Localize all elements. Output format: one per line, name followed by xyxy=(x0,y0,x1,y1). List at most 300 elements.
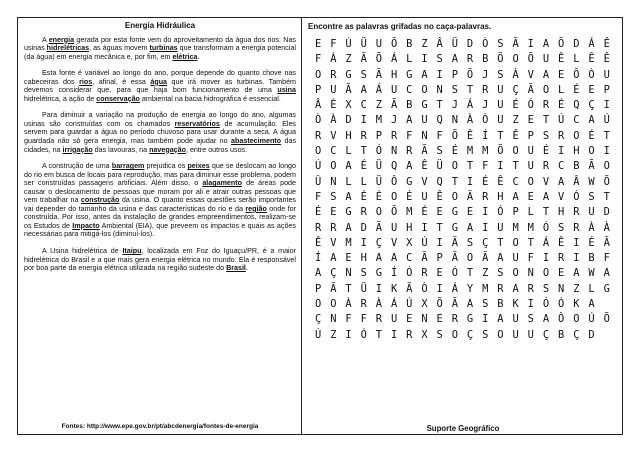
grid-letter[interactable]: I xyxy=(360,236,367,249)
grid-letter[interactable]: C xyxy=(406,83,413,96)
grid-letter[interactable]: N xyxy=(558,282,565,295)
grid-letter[interactable]: Q xyxy=(436,114,443,127)
grid-letter[interactable]: Ê xyxy=(421,160,428,173)
grid-letter[interactable]: I xyxy=(421,53,428,66)
grid-letter[interactable]: U xyxy=(527,328,534,341)
grid-letter[interactable]: S xyxy=(588,190,595,203)
grid-letter[interactable]: A xyxy=(466,221,474,234)
grid-letter[interactable]: Â xyxy=(315,99,322,112)
grid-letter[interactable]: R xyxy=(315,221,322,234)
grid-letter[interactable]: K xyxy=(390,282,398,295)
grid-letter[interactable]: N xyxy=(330,175,337,188)
grid-letter[interactable]: R xyxy=(390,129,398,142)
grid-letter[interactable]: Ú xyxy=(558,114,565,127)
grid-letter[interactable]: É xyxy=(315,206,322,219)
grid-letter[interactable]: A xyxy=(497,313,504,326)
grid-letter[interactable]: R xyxy=(360,298,367,311)
grid-letter[interactable]: F xyxy=(360,313,367,326)
grid-letter[interactable]: Õ xyxy=(436,298,443,311)
grid-letter[interactable]: I xyxy=(603,145,610,158)
grid-letter[interactable]: F xyxy=(330,38,337,50)
grid-letter[interactable]: A xyxy=(375,252,383,265)
grid-letter[interactable]: A xyxy=(421,68,428,81)
grid-letter[interactable]: G xyxy=(406,68,413,81)
grid-letter[interactable]: S xyxy=(542,282,550,295)
grid-letter[interactable]: É xyxy=(542,145,550,158)
grid-letter[interactable]: O xyxy=(588,145,595,158)
grid-letter[interactable]: Ê xyxy=(588,53,595,66)
grid-letter[interactable]: K xyxy=(512,298,519,311)
grid-letter[interactable]: Á xyxy=(390,298,398,311)
grid-letter[interactable]: A xyxy=(558,175,565,188)
grid-letter[interactable]: Ã xyxy=(406,282,413,295)
grid-letter[interactable]: F xyxy=(315,53,322,66)
grid-letter[interactable]: G xyxy=(451,206,458,219)
grid-letter[interactable]: E xyxy=(466,206,474,219)
grid-letter[interactable]: R xyxy=(558,252,565,265)
grid-letter[interactable]: L xyxy=(558,83,565,96)
grid-letter[interactable]: M xyxy=(482,145,489,158)
grid-letter[interactable]: À xyxy=(512,68,519,81)
grid-letter[interactable]: O xyxy=(451,160,458,173)
grid-letter[interactable]: B xyxy=(588,252,595,265)
grid-letter[interactable]: T xyxy=(466,83,474,96)
grid-letter[interactable]: L xyxy=(588,282,595,295)
grid-letter[interactable]: Ü xyxy=(451,38,458,50)
grid-letter[interactable]: N xyxy=(421,313,428,326)
grid-letter[interactable]: Q xyxy=(436,175,443,188)
grid-letter[interactable]: Ú xyxy=(588,313,595,326)
grid-letter[interactable]: Ã xyxy=(588,160,595,173)
grid-letter[interactable]: X xyxy=(421,298,428,311)
grid-letter[interactable]: Õ xyxy=(466,68,474,81)
grid-letter[interactable]: A xyxy=(360,83,367,96)
grid-letter[interactable]: E xyxy=(345,252,352,265)
grid-letter[interactable]: S xyxy=(482,298,489,311)
grid-letter[interactable]: Y xyxy=(466,282,474,295)
grid-letter[interactable]: G xyxy=(421,99,428,112)
grid-letter[interactable]: S xyxy=(360,68,367,81)
grid-letter[interactable]: M xyxy=(512,221,519,234)
grid-letter[interactable]: J xyxy=(451,99,458,112)
grid-letter[interactable]: I xyxy=(345,328,352,341)
grid-letter[interactable]: E xyxy=(588,83,595,96)
grid-letter[interactable]: G xyxy=(603,282,610,295)
grid-letter[interactable]: A xyxy=(542,38,550,50)
grid-letter[interactable]: A xyxy=(573,267,580,280)
grid-letter[interactable]: Ã xyxy=(512,38,519,50)
grid-letter[interactable]: U xyxy=(497,99,504,112)
grid-letter[interactable]: Í xyxy=(390,267,398,280)
grid-letter[interactable]: À xyxy=(375,298,383,311)
grid-letter[interactable]: O xyxy=(542,83,550,96)
grid-letter[interactable]: T xyxy=(497,129,504,142)
grid-letter[interactable]: S xyxy=(497,38,504,50)
grid-letter[interactable]: H xyxy=(345,129,352,142)
grid-letter[interactable]: Õ xyxy=(390,206,398,219)
grid-letter[interactable]: T xyxy=(603,129,610,142)
grid-letter[interactable]: P xyxy=(315,282,322,295)
grid-letter[interactable]: T xyxy=(436,99,443,112)
grid-letter[interactable]: O xyxy=(451,328,458,341)
grid-letter[interactable]: F xyxy=(527,252,534,265)
grid-letter[interactable]: P xyxy=(512,206,519,219)
grid-letter[interactable]: N xyxy=(390,145,398,158)
grid-letter[interactable]: F xyxy=(603,252,610,265)
grid-letter[interactable]: E xyxy=(436,206,443,219)
grid-letter[interactable]: Ò xyxy=(588,68,595,81)
grid-letter[interactable]: I xyxy=(497,160,504,173)
grid-letter[interactable]: À xyxy=(330,114,337,127)
grid-letter[interactable]: D xyxy=(588,328,595,341)
grid-letter[interactable]: O xyxy=(512,267,519,280)
grid-letter[interactable]: A xyxy=(588,114,595,127)
grid-letter[interactable]: Ó xyxy=(542,298,550,311)
grid-letter[interactable]: M xyxy=(527,221,534,234)
grid-letter[interactable]: C xyxy=(330,145,337,158)
grid-letter[interactable]: É xyxy=(451,145,458,158)
grid-letter[interactable]: R xyxy=(466,53,474,66)
grid-letter[interactable]: S xyxy=(436,328,443,341)
grid-letter[interactable]: O xyxy=(315,298,322,311)
grid-letter[interactable]: A xyxy=(330,252,337,265)
grid-letter[interactable]: X xyxy=(345,99,352,112)
grid-letter[interactable]: S xyxy=(497,68,504,81)
grid-letter[interactable]: S xyxy=(436,145,443,158)
grid-letter[interactable]: Ò xyxy=(315,114,322,127)
grid-letter[interactable]: A xyxy=(345,160,352,173)
grid-letter[interactable]: M xyxy=(406,206,413,219)
grid-letter[interactable]: T xyxy=(436,221,443,234)
grid-letter[interactable]: R xyxy=(330,68,337,81)
grid-letter[interactable]: Ú xyxy=(406,298,413,311)
grid-letter[interactable]: L xyxy=(573,53,580,66)
grid-letter[interactable]: Ú xyxy=(315,160,322,173)
grid-letter[interactable]: H xyxy=(390,68,398,81)
grid-letter[interactable]: Á xyxy=(451,282,458,295)
grid-letter[interactable]: F xyxy=(436,129,443,142)
grid-letter[interactable]: P xyxy=(451,68,458,81)
grid-letter[interactable]: I xyxy=(527,38,534,50)
grid-letter[interactable]: U xyxy=(497,114,504,127)
grid-letter[interactable]: U xyxy=(512,313,519,326)
grid-letter[interactable]: Á xyxy=(466,99,474,112)
grid-letter[interactable]: Ç xyxy=(482,236,489,249)
grid-letter[interactable]: H xyxy=(558,206,565,219)
grid-letter[interactable]: I xyxy=(390,328,398,341)
grid-letter[interactable]: È xyxy=(330,99,337,112)
grid-letter[interactable]: A xyxy=(512,282,519,295)
grid-letter[interactable]: I xyxy=(482,221,489,234)
grid-letter[interactable]: R xyxy=(360,129,367,142)
grid-letter[interactable]: Ã xyxy=(421,252,428,265)
grid-letter[interactable]: V xyxy=(421,175,428,188)
grid-letter[interactable]: C xyxy=(360,99,367,112)
grid-letter[interactable]: Z xyxy=(375,99,383,112)
grid-letter[interactable]: Z xyxy=(345,53,352,66)
grid-letter[interactable]: Ç xyxy=(466,328,474,341)
grid-letter[interactable]: Ô xyxy=(558,313,565,326)
grid-letter[interactable]: Ç xyxy=(315,313,322,326)
grid-letter[interactable]: T xyxy=(466,267,474,280)
grid-letter[interactable]: O xyxy=(603,160,610,173)
grid-letter[interactable]: T xyxy=(375,328,383,341)
grid-letter[interactable]: S xyxy=(558,221,565,234)
grid-letter[interactable]: E xyxy=(558,68,565,81)
grid-letter[interactable]: O xyxy=(497,328,504,341)
grid-letter[interactable]: É xyxy=(588,236,595,249)
grid-letter[interactable]: J xyxy=(482,99,489,112)
grid-letter[interactable]: C xyxy=(512,175,519,188)
grid-letter[interactable]: Ò xyxy=(421,282,428,295)
grid-letter[interactable]: R xyxy=(527,282,534,295)
grid-letter[interactable]: I xyxy=(466,175,474,188)
grid-letter[interactable]: O xyxy=(512,236,519,249)
grid-letter[interactable]: U xyxy=(542,53,550,66)
grid-letter[interactable]: Ü xyxy=(436,160,443,173)
grid-letter[interactable]: É xyxy=(573,83,580,96)
grid-letter[interactable]: É xyxy=(421,206,428,219)
grid-letter[interactable]: R xyxy=(330,221,337,234)
grid-letter[interactable]: S xyxy=(330,190,337,203)
grid-letter[interactable]: Õ xyxy=(375,53,383,66)
grid-letter[interactable]: Ã xyxy=(451,236,458,249)
grid-letter[interactable]: É xyxy=(375,190,383,203)
grid-letter[interactable]: L xyxy=(527,206,534,219)
grid-letter[interactable]: U xyxy=(512,328,519,341)
grid-letter[interactable]: U xyxy=(588,206,595,219)
grid-letter[interactable]: D xyxy=(573,38,580,50)
grid-letter[interactable]: O xyxy=(573,129,580,142)
grid-letter[interactable]: Ê xyxy=(497,175,504,188)
grid-letter[interactable]: Ã xyxy=(330,282,337,295)
grid-letter[interactable]: E xyxy=(558,267,565,280)
grid-letter[interactable]: Á xyxy=(390,53,398,66)
grid-letter[interactable]: Ç xyxy=(375,236,383,249)
grid-letter[interactable]: Í xyxy=(315,252,322,265)
grid-letter[interactable]: Ã xyxy=(390,99,398,112)
grid-letter[interactable]: F xyxy=(406,129,413,142)
grid-letter[interactable]: Ã xyxy=(603,236,610,249)
grid-letter[interactable]: G xyxy=(466,313,474,326)
grid-letter[interactable]: Ó xyxy=(406,267,413,280)
grid-letter[interactable]: B xyxy=(497,298,504,311)
grid-letter[interactable]: I xyxy=(603,99,610,112)
grid-letter[interactable]: Ò xyxy=(482,114,489,127)
grid-letter[interactable]: Ã xyxy=(451,298,458,311)
grid-letter[interactable]: N xyxy=(451,114,458,127)
grid-letter[interactable]: A xyxy=(542,68,550,81)
grid-letter[interactable]: Ô xyxy=(390,175,398,188)
grid-letter[interactable]: Ü xyxy=(360,38,367,50)
grid-letter[interactable]: E xyxy=(315,38,322,50)
grid-letter[interactable]: L xyxy=(406,53,413,66)
grid-letter[interactable]: R xyxy=(406,145,413,158)
grid-letter[interactable]: T xyxy=(542,114,550,127)
grid-letter[interactable]: Ã xyxy=(421,145,428,158)
grid-letter[interactable]: Ú xyxy=(345,38,352,50)
grid-letter[interactable]: S xyxy=(466,236,474,249)
grid-letter[interactable]: M xyxy=(466,145,474,158)
grid-letter[interactable]: J xyxy=(482,68,489,81)
grid-letter[interactable]: R xyxy=(421,267,428,280)
grid-letter[interactable]: Ú xyxy=(315,328,322,341)
grid-letter[interactable]: R xyxy=(360,206,367,219)
grid-letter[interactable]: A xyxy=(451,53,458,66)
grid-letter[interactable]: B xyxy=(558,328,565,341)
grid-letter[interactable]: V xyxy=(527,68,534,81)
grid-letter[interactable]: Á xyxy=(375,83,383,96)
grid-letter[interactable]: I xyxy=(436,68,443,81)
grid-letter[interactable]: P xyxy=(375,129,383,142)
grid-letter[interactable]: I xyxy=(542,252,550,265)
grid-letter[interactable]: B xyxy=(482,53,489,66)
grid-letter[interactable]: Z xyxy=(512,114,519,127)
grid-letter[interactable]: B xyxy=(406,99,413,112)
grid-letter[interactable]: Ã xyxy=(451,252,458,265)
grid-letter[interactable]: Ã xyxy=(375,221,383,234)
grid-letter[interactable]: Ü xyxy=(375,175,383,188)
grid-letter[interactable]: B xyxy=(406,38,413,50)
grid-letter[interactable]: C xyxy=(558,160,565,173)
grid-letter[interactable]: Ê xyxy=(512,129,519,142)
grid-letter[interactable]: Ó xyxy=(375,145,383,158)
grid-letter[interactable]: F xyxy=(315,190,322,203)
grid-letter[interactable]: O xyxy=(421,83,428,96)
grid-letter[interactable]: Õ xyxy=(558,38,565,50)
grid-letter[interactable]: Ç xyxy=(330,267,337,280)
grid-letter[interactable]: Ü xyxy=(360,282,367,295)
grid-letter[interactable]: M xyxy=(375,114,383,127)
grid-letter[interactable]: Z xyxy=(421,38,428,50)
grid-letter[interactable]: D xyxy=(345,114,352,127)
grid-letter[interactable]: Ò xyxy=(482,38,489,50)
grid-letter[interactable]: R xyxy=(573,206,580,219)
grid-letter[interactable]: Ã xyxy=(482,252,489,265)
grid-letter[interactable]: A xyxy=(406,160,413,173)
grid-letter[interactable]: G xyxy=(451,221,458,234)
grid-letter[interactable]: A xyxy=(345,221,352,234)
grid-letter[interactable]: Ê xyxy=(466,129,474,142)
grid-letter[interactable]: B xyxy=(573,160,580,173)
grid-letter[interactable]: U xyxy=(512,252,519,265)
grid-letter[interactable]: É xyxy=(512,99,519,112)
grid-letter[interactable]: T xyxy=(603,190,610,203)
grid-letter[interactable]: P xyxy=(315,83,322,96)
grid-letter[interactable]: É xyxy=(406,190,413,203)
grid-letter[interactable]: Ê xyxy=(603,38,610,50)
grid-letter[interactable]: O xyxy=(527,175,534,188)
grid-letter[interactable]: W xyxy=(588,267,595,280)
grid-letter[interactable]: Õ xyxy=(603,313,610,326)
grid-letter[interactable]: I xyxy=(482,313,489,326)
grid-letter[interactable]: A xyxy=(315,267,322,280)
grid-letter[interactable]: N xyxy=(527,267,534,280)
grid-letter[interactable]: U xyxy=(527,160,534,173)
grid-letter[interactable]: L xyxy=(360,175,367,188)
grid-letter[interactable]: I xyxy=(527,298,534,311)
grid-letter[interactable]: S xyxy=(451,83,458,96)
grid-letter[interactable]: Ú xyxy=(603,114,610,127)
grid-letter[interactable]: S xyxy=(360,267,367,280)
grid-letter[interactable]: P xyxy=(436,252,443,265)
grid-letter[interactable]: Q xyxy=(390,160,398,173)
grid-letter[interactable]: U xyxy=(390,221,398,234)
grid-letter[interactable]: W xyxy=(588,175,595,188)
grid-letter[interactable]: Ó xyxy=(527,99,534,112)
grid-letter[interactable]: U xyxy=(527,145,534,158)
grid-letter[interactable]: S xyxy=(482,328,489,341)
grid-letter[interactable]: U xyxy=(390,83,398,96)
grid-letter[interactable]: D xyxy=(603,206,610,219)
grid-letter[interactable]: T xyxy=(512,160,519,173)
grid-letter[interactable]: Û xyxy=(315,175,322,188)
grid-letter[interactable]: V xyxy=(558,190,565,203)
grid-letter[interactable]: N xyxy=(421,129,428,142)
grid-letter[interactable]: D xyxy=(466,38,474,50)
grid-letter[interactable]: Õ xyxy=(390,38,398,50)
grid-letter[interactable]: T xyxy=(527,236,534,249)
grid-letter[interactable]: T xyxy=(451,175,458,188)
grid-letter[interactable]: Ó xyxy=(573,190,580,203)
grid-letter[interactable]: Ê xyxy=(603,53,610,66)
grid-letter[interactable]: H xyxy=(406,221,413,234)
grid-letter[interactable]: G xyxy=(345,206,352,219)
grid-letter[interactable]: R xyxy=(482,190,489,203)
grid-letter[interactable]: Â xyxy=(573,175,580,188)
grid-letter[interactable]: O xyxy=(512,145,519,158)
grid-letter[interactable]: A xyxy=(466,298,474,311)
grid-letter[interactable]: Ó xyxy=(497,206,504,219)
grid-letter[interactable]: R xyxy=(542,99,550,112)
grid-letter[interactable]: Ã xyxy=(375,68,383,81)
grid-letter[interactable]: O xyxy=(512,53,519,66)
grid-letter[interactable]: O xyxy=(466,252,474,265)
grid-letter[interactable]: É xyxy=(360,160,367,173)
grid-letter[interactable]: Ã xyxy=(466,190,474,203)
grid-letter[interactable]: U xyxy=(497,221,504,234)
grid-letter[interactable]: A xyxy=(345,190,352,203)
grid-letter[interactable]: Õ xyxy=(451,129,458,142)
grid-letter[interactable]: L xyxy=(345,145,352,158)
grid-letter[interactable]: J xyxy=(390,114,398,127)
grid-letter[interactable]: N xyxy=(330,313,337,326)
grid-letter[interactable]: U xyxy=(375,38,383,50)
grid-letter[interactable]: O xyxy=(390,190,398,203)
grid-letter[interactable]: O xyxy=(330,298,337,311)
grid-letter[interactable]: Ê xyxy=(558,236,565,249)
grid-letter[interactable]: R xyxy=(451,313,458,326)
grid-letter[interactable]: A xyxy=(588,298,595,311)
grid-letter[interactable]: Õ xyxy=(497,145,504,158)
grid-letter[interactable]: H xyxy=(360,252,367,265)
grid-letter[interactable]: E xyxy=(330,206,337,219)
grid-letter[interactable]: T xyxy=(345,282,352,295)
grid-letter[interactable]: Ê xyxy=(558,53,565,66)
grid-letter[interactable]: À xyxy=(603,221,610,234)
grid-letter[interactable]: F xyxy=(482,160,489,173)
grid-letter[interactable]: I xyxy=(558,145,565,158)
grid-letter[interactable]: I xyxy=(482,206,489,219)
grid-letter[interactable]: E xyxy=(436,267,443,280)
grid-letter[interactable]: V xyxy=(330,236,337,249)
grid-letter[interactable]: E xyxy=(527,114,534,127)
grid-letter[interactable]: F xyxy=(345,313,352,326)
grid-letter[interactable]: I xyxy=(436,282,443,295)
grid-letter[interactable]: G xyxy=(375,267,383,280)
grid-letter[interactable]: Ç xyxy=(573,328,580,341)
grid-letter[interactable]: G xyxy=(406,175,413,188)
